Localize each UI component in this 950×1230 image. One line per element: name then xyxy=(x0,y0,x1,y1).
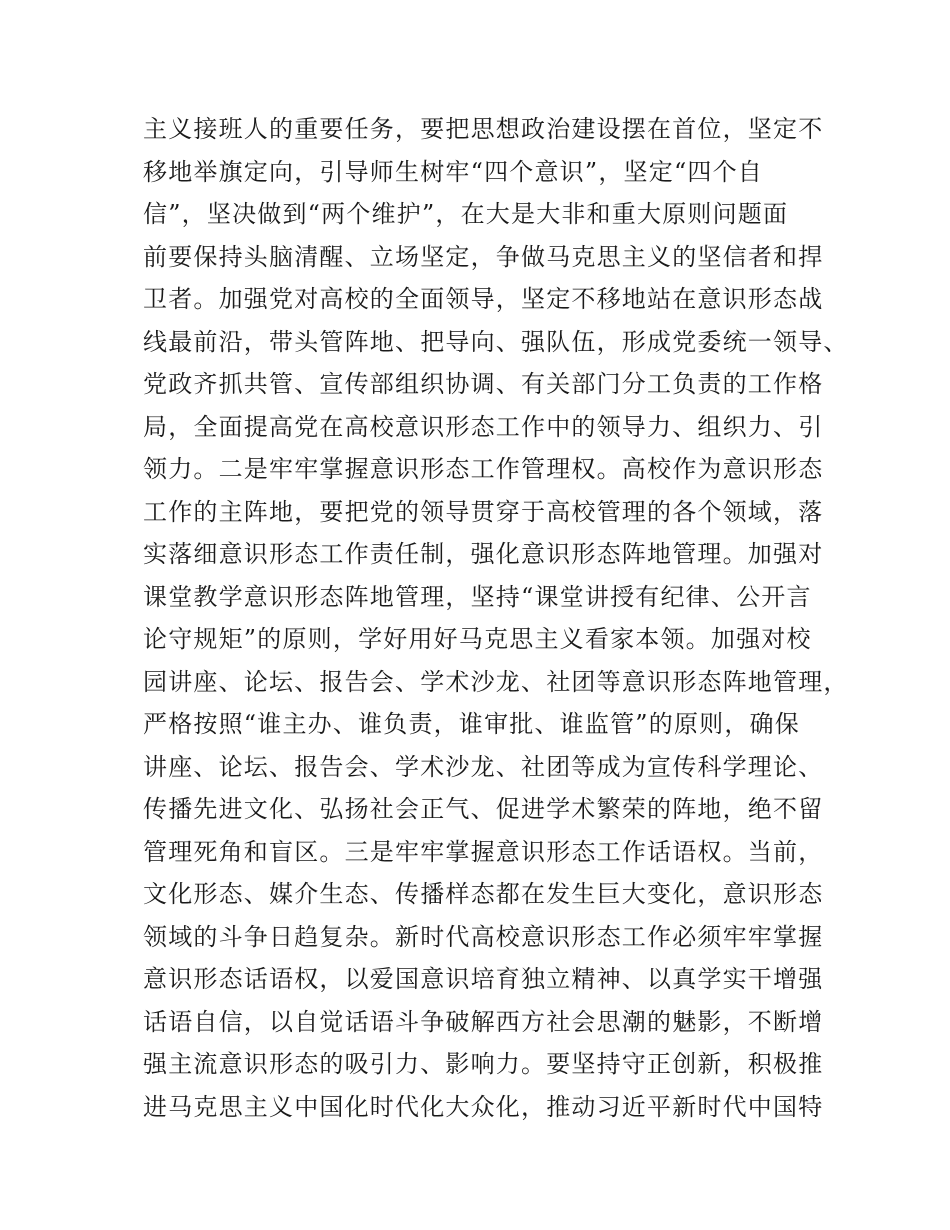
text-line: 局，全面提高党在高校意识形态工作中的领导力、组织力、引 xyxy=(143,412,824,441)
text-line: 意识形态话语权，以爱国意识培育独立精神、以真学实干增强 xyxy=(143,965,824,993)
text-line: 园讲座、论坛、报告会、学术沙龙、社团等意识形态阵地管理， xyxy=(143,667,849,696)
text-line: 讲座、论坛、报告会、学术沙龙、社团等成为宣传科学理论、 xyxy=(143,752,824,781)
text-line: 党政齐抓共管、宣传部组织协调、有关部门分工负责的工作格 xyxy=(143,370,824,398)
text-line: 工作的主阵地，要把党的领导贯穿于高校管理的各个领域，落 xyxy=(143,497,824,526)
text-line: 课堂教学意识形态阵地管理，坚持“课堂讲授有纪律、公开言 xyxy=(143,582,812,611)
text-line: 话语自信，以自觉话语斗争破解西方社会思潮的魅影，不断增 xyxy=(143,1007,824,1036)
text-line: 主义接班人的重要任务，要把思想政治建设摆在首位，坚定不 xyxy=(143,115,824,143)
text-line: 领域的斗争日趋复杂。新时代高校意识形态工作必须牢牢掌握 xyxy=(143,922,824,951)
text-line: 前要保持头脑清醒、立场坚定，争做马克思主义的坚信者和捍 xyxy=(143,242,824,271)
text-line: 实落细意识形态工作责任制，强化意识形态阵地管理。加强对 xyxy=(143,540,824,568)
text-line: 卫者。加强党对高校的全面领导，坚定不移地站在意识形态战 xyxy=(143,285,824,313)
body-text xyxy=(143,108,849,1128)
text-line: 严格按照“谁主办、谁负责，谁审批、谁监管”的原则，确保 xyxy=(143,710,800,738)
text-line: 传播先进文化、弘扬社会正气、促进学术繁荣的阵地，绝不留 xyxy=(143,795,824,823)
text-line: 管理死角和盲区。三是牢牢掌握意识形态工作话语权。当前， xyxy=(143,837,824,866)
text-line: 强主流意识形态的吸引力、影响力。要坚持守正创新，积极推 xyxy=(143,1050,824,1078)
text-line: 文化形态、媒介生态、传播样态都在发生巨大变化，意识形态 xyxy=(143,880,824,908)
text-line: 移地举旗定向，引导师生树牢“四个意识”，坚定“四个自 xyxy=(143,157,764,186)
text-line: 论守规矩”的原则，学好用好马克思主义看家本领。加强对校 xyxy=(143,625,812,653)
text-line: 信”，坚决做到“两个维护”，在大是大非和重大原则问题面 xyxy=(143,200,789,228)
text-line: 线最前沿，带头管阵地、把导向、强队伍，形成党委统一领导、 xyxy=(143,327,849,356)
text-line: 进马克思主义中国化时代化大众化，推动习近平新时代中国特 xyxy=(143,1092,824,1121)
text-line: 领力。二是牢牢掌握意识形态工作管理权。高校作为意识形态 xyxy=(143,455,824,483)
